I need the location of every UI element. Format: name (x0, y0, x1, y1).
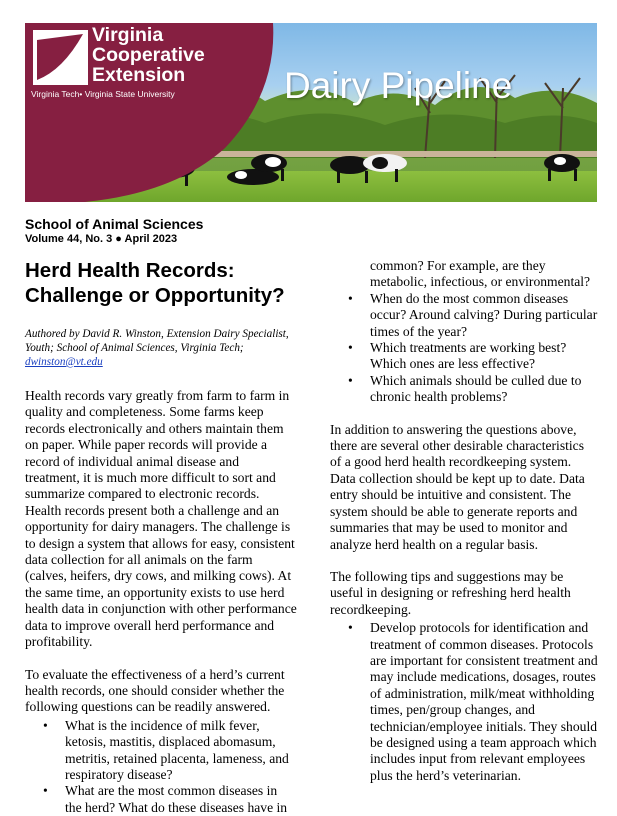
list-item: • When do the most common diseases occur? Around calving? During particular times of the year? (330, 291, 598, 340)
list-item: • Which animals should be culled due to chronic health problems? (330, 373, 598, 406)
question-list-continued (330, 291, 598, 406)
cow-image (325, 145, 415, 185)
characteristics-paragraph: In addition to answering the questions above, there are several other desirable characteristics of a good herd health recordkeeping system. Data collection should be kept up to date. Data entry should be intuitive and consistent. The system should be able to generate reports and summaries that may be used to monitor and analyze herd health on a regular basis. (330, 421, 585, 552)
issue-info: Volume 44, No. 3 ● April 2023 (25, 233, 178, 245)
vce-logo-mark (33, 30, 88, 85)
intro-paragraph: Health records vary greatly from farm to farm in quality and completeness. Some farms keep records electronically and others maintain them on paper. While paper records will provide a record of individual animal disease and treatment, it is much more difficult to sort and summarize compared to electronic records. Health records present both a challenge and an opportunity for dairy managers. The challenge is to design a system that allows for easy, consistent data collection for all animals on the farm (calves, heifers, dry cows, and milking cows). At the same time, an opportunity exists to use herd health data in conjunction with other performance data to improve overall herd performance and profitability. (25, 388, 297, 650)
author-email-link[interactable]: dwinston@vt.edu (25, 356, 103, 368)
right-column (330, 258, 598, 784)
left-column (25, 258, 297, 816)
tips-intro-paragraph: The following tips and suggestions may be useful in designing or refreshing herd health recordkeeping. (330, 568, 571, 617)
school-name: School of Animal Sciences (25, 216, 204, 232)
list-item: • What are the most common diseases in the herd? What do these diseases have in (25, 783, 297, 816)
article-title: Herd Health Records: Challenge or Opportunity? (25, 259, 285, 307)
list-item: • Which treatments are working best? Which ones are less effective? (330, 340, 598, 373)
evaluation-paragraph: To evaluate the effectiveness of a herd’s current health records, one should consider whether the following questions can be readily answered. (25, 666, 285, 715)
cow-image (540, 145, 585, 185)
author-byline: Authored by David R. Winston, Extension Dairy Specialist, Youth; School of Animal Sciences, Virginia Tech; dwinston@vt.edu (25, 328, 289, 368)
list-item: • Develop protocols for identification and treatment of common diseases. Protocols are important for consistent treatment and may include medications, dosages, routes of administration, milk/meat withholding times, pen/group changes, and technician/employee initials. They should be designed using a team approach which includes input from relevant employees plus the herd’s veterinarian. (330, 620, 598, 784)
list-item-continued: common? For example, are they metabolic, infectious, or environmental? (370, 258, 591, 290)
tips-list (330, 620, 598, 784)
list-item: • What is the incidence of milk fever, ketosis, mastitis, displaced abomasum, metritis, retained placenta, lameness, and respiratory disease? (25, 718, 297, 784)
org-affiliations: Virginia Tech• Virginia State University (31, 89, 175, 99)
masthead-banner (25, 23, 597, 202)
question-list (25, 718, 297, 816)
publication-title: Dairy Pipeline (284, 65, 513, 106)
org-name: Virginia Cooperative Extension (92, 24, 205, 86)
